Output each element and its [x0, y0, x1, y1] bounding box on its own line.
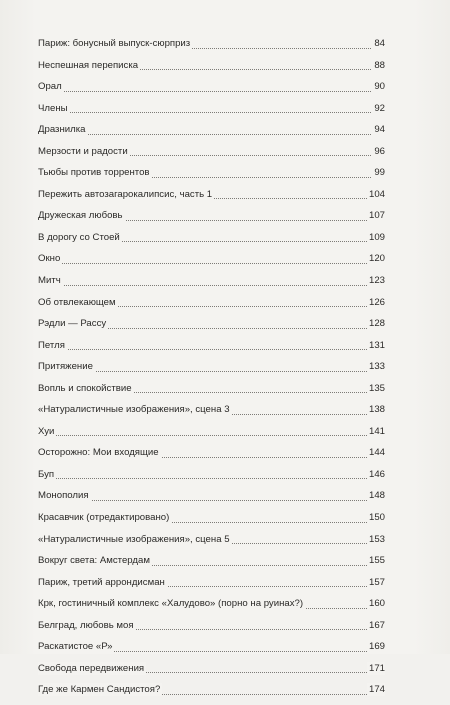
toc-entry-title: «Натуралистичные изображения», сцена 5	[38, 533, 230, 545]
toc-entry-title: Монополия	[38, 490, 89, 502]
toc-entry-page-number: 148	[368, 490, 385, 502]
toc-entry-title: В дорогу со Стоей	[38, 231, 120, 243]
toc-entry-title: Париж: бонусный выпуск-сюрприз	[38, 38, 191, 49]
toc-entry-page-number: 92	[374, 102, 385, 114]
toc-entry-page-number: 171	[368, 662, 385, 674]
dot-leader	[38, 285, 385, 286]
toc-entry-page-number: 169	[368, 641, 385, 653]
toc-entry-page-number: 153	[368, 533, 385, 545]
toc-entry-page-number: 84	[374, 38, 385, 49]
toc-entry	[38, 360, 385, 382]
toc-entry-title: Притяжение	[38, 361, 93, 373]
toc-entry-title: Дразнилка	[38, 124, 86, 136]
toc-entry-title: Окно	[38, 253, 61, 265]
toc-entry-page-number: 94	[374, 124, 385, 136]
toc-entry-title: Члены	[38, 102, 68, 114]
toc-entry-page-number: 90	[374, 81, 385, 93]
toc-entry-title: Осторожно: Мои входящие	[38, 447, 159, 459]
toc-entry-page-number: 155	[368, 555, 385, 567]
toc-entry-page-number: 160	[368, 598, 385, 610]
toc-entry	[38, 37, 385, 59]
toc-entry-title: Орал	[38, 81, 62, 93]
dot-leader	[38, 349, 385, 350]
toc-entry-page-number: 138	[368, 404, 385, 416]
toc-entry	[38, 382, 385, 404]
toc-entry	[38, 188, 385, 210]
dot-leader	[38, 91, 385, 92]
toc-entry-page-number: 123	[368, 275, 385, 287]
toc-entry	[38, 102, 385, 124]
toc-entry	[38, 576, 385, 598]
toc-entry	[38, 166, 385, 188]
toc-entry	[38, 123, 385, 145]
toc-entry-page-number: 104	[368, 188, 385, 200]
toc-entry-title: Об отвлекающем	[38, 296, 116, 308]
toc-entry-page-number: 120	[368, 253, 385, 265]
toc-entry-title: Хуи	[38, 425, 55, 437]
toc-entry-title: Рэдли — Рассу	[38, 318, 107, 330]
toc-entry	[38, 597, 385, 619]
toc-entry	[38, 252, 385, 274]
toc-entry	[38, 533, 385, 555]
dot-leader	[38, 134, 385, 135]
toc-entry	[38, 425, 385, 447]
toc-entry-title: Где же Кармен Сандистоя?	[38, 684, 161, 696]
toc-entry	[38, 662, 385, 684]
toc-entry	[38, 403, 385, 425]
toc-entry-title: Свобода передвижения	[38, 662, 145, 674]
toc-entry	[38, 683, 385, 705]
toc-entry-page-number: 150	[368, 512, 385, 524]
toc-entry-page-number: 109	[368, 231, 385, 243]
toc-entry-title: Дружеская любовь	[38, 210, 123, 222]
toc-entry	[38, 209, 385, 231]
toc-entry-page-number: 141	[368, 425, 385, 437]
toc-entry-page-number: 135	[368, 382, 385, 394]
toc-entry-title: Пережить автозагарокалипсис, часть 1	[38, 188, 213, 200]
toc-entry	[38, 468, 385, 490]
toc-entry-page-number: 167	[368, 619, 385, 631]
toc-entry-title: Петля	[38, 339, 65, 351]
toc-entry	[38, 511, 385, 533]
dot-leader	[38, 112, 385, 113]
toc-entry-page-number: 96	[374, 145, 385, 157]
toc-entry-title: Тьюбы против торрентов	[38, 167, 150, 179]
toc-entry-page-number: 174	[368, 684, 385, 696]
toc-entry	[38, 231, 385, 253]
toc-entry-page-number: 99	[374, 167, 385, 179]
toc-entry	[38, 59, 385, 81]
toc-entry	[38, 317, 385, 339]
toc-entry-page-number: 126	[368, 296, 385, 308]
toc-entry-page-number: 131	[368, 339, 385, 351]
toc-entry	[38, 274, 385, 296]
toc-entry	[38, 80, 385, 102]
toc-entry-title: Крк, гостиничный комплекс «Халудово» (порно на руинах?)	[38, 598, 304, 610]
toc-entry	[38, 296, 385, 318]
table-of-contents	[38, 37, 385, 705]
toc-entry-page-number: 144	[368, 447, 385, 459]
toc-entry	[38, 489, 385, 511]
toc-entry-page-number: 157	[368, 576, 385, 588]
toc-entry-title: Мерзости и радости	[38, 145, 128, 157]
toc-entry-title: Неспешная переписка	[38, 59, 139, 71]
toc-entry-title: Митч	[38, 275, 61, 287]
toc-entry-page-number: 88	[374, 59, 385, 71]
toc-entry	[38, 145, 385, 167]
toc-entry-title: Париж, третий аррондисман	[38, 576, 165, 588]
toc-entry-title: Вокруг света: Амстердам	[38, 555, 150, 567]
dot-leader	[38, 435, 385, 436]
toc-entry	[38, 640, 385, 662]
toc-entry	[38, 554, 385, 576]
toc-entry-title: Вопль и спокойствие	[38, 382, 132, 394]
toc-entry-page-number: 133	[368, 361, 385, 373]
toc-entry-page-number: 107	[368, 210, 385, 222]
toc-entry-title: Буп	[38, 468, 55, 480]
toc-entry-title: Белград, любовь моя	[38, 619, 134, 631]
toc-entry-title: «Натуралистичные изображения», сцена 3	[38, 404, 230, 416]
toc-entry	[38, 619, 385, 641]
dot-leader	[38, 478, 385, 479]
toc-entry	[38, 446, 385, 468]
toc-entry-page-number: 128	[368, 318, 385, 330]
dot-leader	[38, 263, 385, 264]
toc-entry-page-number: 146	[368, 468, 385, 480]
toc-entry	[38, 339, 385, 361]
toc-entry-title: Раскатистое «Р»	[38, 641, 113, 653]
toc-entry-title: Красавчик (отредактировано)	[38, 512, 170, 524]
